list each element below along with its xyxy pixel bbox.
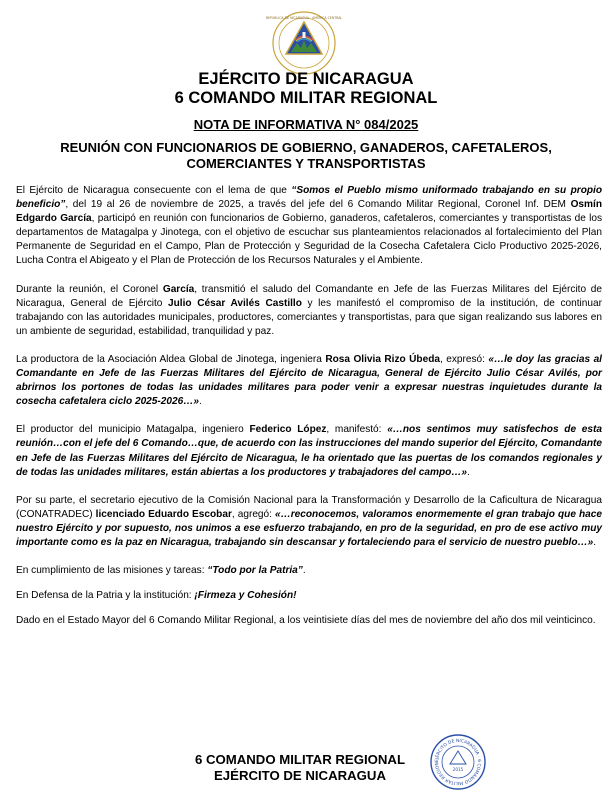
subject-line-2: COMERCIANTES Y TRANSPORTISTAS <box>186 156 426 171</box>
p8-text: Dado en el Estado Mayor del 6 Comando Militar Regional, a los veintisiete días del mes de noviembre del año dos mil veinticinco. <box>16 615 596 627</box>
p6-slogan: “Todo por la Patria” <box>207 565 303 577</box>
p2-commander-name: Julio César Avilés Castillo <box>168 297 302 309</box>
subject-line-1: REUNIÓN CON FUNCIONARIOS DE GOBIERNO, GANADEROS, CAFETALEROS, <box>60 140 552 155</box>
p5-quote: «…reconocemos, valoramos enormemente el gran trabajo que hace nuestro Ejército y por supuesto, nos unimos a ese esfuerzo trabajando, en pro de la seguridad, en pro de ese activo muy importante como es la paz en Nicaragua, trabajando sin descansar y fortaleciendo para el servicio de nuestro pueblo…» <box>16 508 602 548</box>
p5-text-e: . <box>593 536 597 548</box>
p7-text-a: En Defensa de la Patria y la institución: <box>16 590 195 602</box>
official-seal-stamp-icon <box>429 733 487 791</box>
p1-motto: “Somos el Pueblo mismo uniformado trabajando en su propio beneficio” <box>16 185 602 211</box>
p5-text-c: , agregó: <box>231 508 276 520</box>
stamp-text: EJÉRCITO DE NICARAGUA · 6 COMANDO MILITAR REGION <box>434 738 482 786</box>
p5-speaker-name: licenciado Eduardo Escobar <box>95 508 232 520</box>
p5-text-a: Por su parte, el secretario ejecutivo de la Comisión Nacional para la Transformación y Desarrollo de la Caficultura de Nicaragua (CONATRADEC) <box>16 494 602 520</box>
p4-speaker-name: Federico López <box>249 424 327 436</box>
p2-text-a: Durante la reunión, el Coronel <box>16 283 163 295</box>
p3-text-a: La productora de la Asociación Aldea Global de Jinotega, ingeniera <box>16 353 326 365</box>
paragraph-5 <box>16 494 602 550</box>
p3-text-c: , expresó: <box>439 353 489 365</box>
p1-officer-name: Osmín Edgardo García <box>16 199 602 225</box>
paragraph-8 <box>16 614 602 628</box>
p3-speaker-name: Rosa Olivia Rizo Úbeda <box>325 353 440 365</box>
note-number: NOTA DE INFORMATIVA N° 084/2025 <box>193 117 419 132</box>
p2-text-c: , transmitió el saludo del Comandante en Jefe de las Fuerzas Militares del Ejército de Nicaragua, General de Ejército <box>16 283 603 309</box>
emblem-text: REPÚBLICA DE NICARAGUA · AMÉRICA CENTRAL <box>265 16 343 20</box>
p4-text-e: . <box>467 466 470 478</box>
paragraph-2 <box>16 283 602 339</box>
p2-text-e: y les manifestó el compromiso de la institución, de continuar trabajando con las autoridades municipales, productores, comerciantes y transportistas, para que sigan realizando sus labores en un ambiente de seguridad, estabilidad, tranquilidad y paz. <box>16 297 602 337</box>
p6-text-c: . <box>302 565 306 577</box>
nicaragua-coat-of-arms-icon <box>265 10 343 76</box>
paragraph-6 <box>16 564 602 578</box>
p2-name-garcia: García <box>162 283 195 295</box>
paragraph-3 <box>16 353 602 409</box>
subject-heading <box>40 140 572 172</box>
p6-text-a: En cumplimiento de las misiones y tareas: <box>16 565 208 577</box>
p4-quote: «…nos sentimos muy satisfechos de esta reunión…con el jefe del 6 Comando…que, de acuerdo con las instrucciones del mando superior del Ejército, Comandante en Jefe de las Fuerzas Militares del Ejército de Nicaragua, le ha orientado que las puertas de los comandos regionales y de todas las unidades militares, están abiertas a los productores y trabajadores del campo…» <box>16 424 602 478</box>
p3-quote: «…le doy las gracias al Comandante en Jefe de las Fuerzas Militares del Ejército de Nicaragua, General de Ejército Julio César Avilés, por abrirnos los portones de todas las unidades militares para poder venir a expresar nuestras inquietudes durante la cosecha cafetalera ciclo 2025-2026…» <box>16 353 602 408</box>
organization-title: EJÉRCITO DE NICARAGUA <box>198 70 414 88</box>
regional-command-title: 6 COMANDO MILITAR REGIONAL <box>174 89 438 107</box>
p3-text-e: . <box>198 396 202 408</box>
p1-text-c: , del 19 al 26 de noviembre de 2025, a través del jefe del 6 Comando Militar Regional, Coronel Inf. DEM <box>65 199 571 211</box>
p4-text-c: , manifestó: <box>326 424 388 436</box>
footer-army-name: EJÉRCITO DE NICARAGUA <box>214 768 386 783</box>
paragraph-4 <box>16 423 602 479</box>
body-text <box>16 184 602 642</box>
stamp-year: 2015 <box>452 767 464 772</box>
paragraph-1 <box>16 184 602 269</box>
footer-command-name: 6 COMANDO MILITAR REGIONAL <box>194 752 405 767</box>
paragraph-7 <box>16 589 602 603</box>
p1-text-e: , participó en reunión con funcionarios de Gobierno, ganaderos, cafetaleros, comerciantes y transportistas de los departamentos de Matagalpa y Jinotega, con el objetivo de escuchar sus planteamientos relacionados al fortalecimiento del Plan Permanente de Seguridad en el Campo, Plan de Protección y Seguridad de la Cosecha Cafetalera Ciclo Productivo 2025-2026, Lucha Contra el Abigeato y el Plan de Protección de los Recursos Naturales y el Ambiente. <box>16 213 602 267</box>
p4-text-a: El productor del municipio Matagalpa, ingeniero <box>16 424 250 436</box>
p1-text-a: El Ejército de Nicaragua consecuente con el lema de que <box>16 185 292 196</box>
p7-slogan: ¡Firmeza y Cohesión! <box>194 590 297 602</box>
